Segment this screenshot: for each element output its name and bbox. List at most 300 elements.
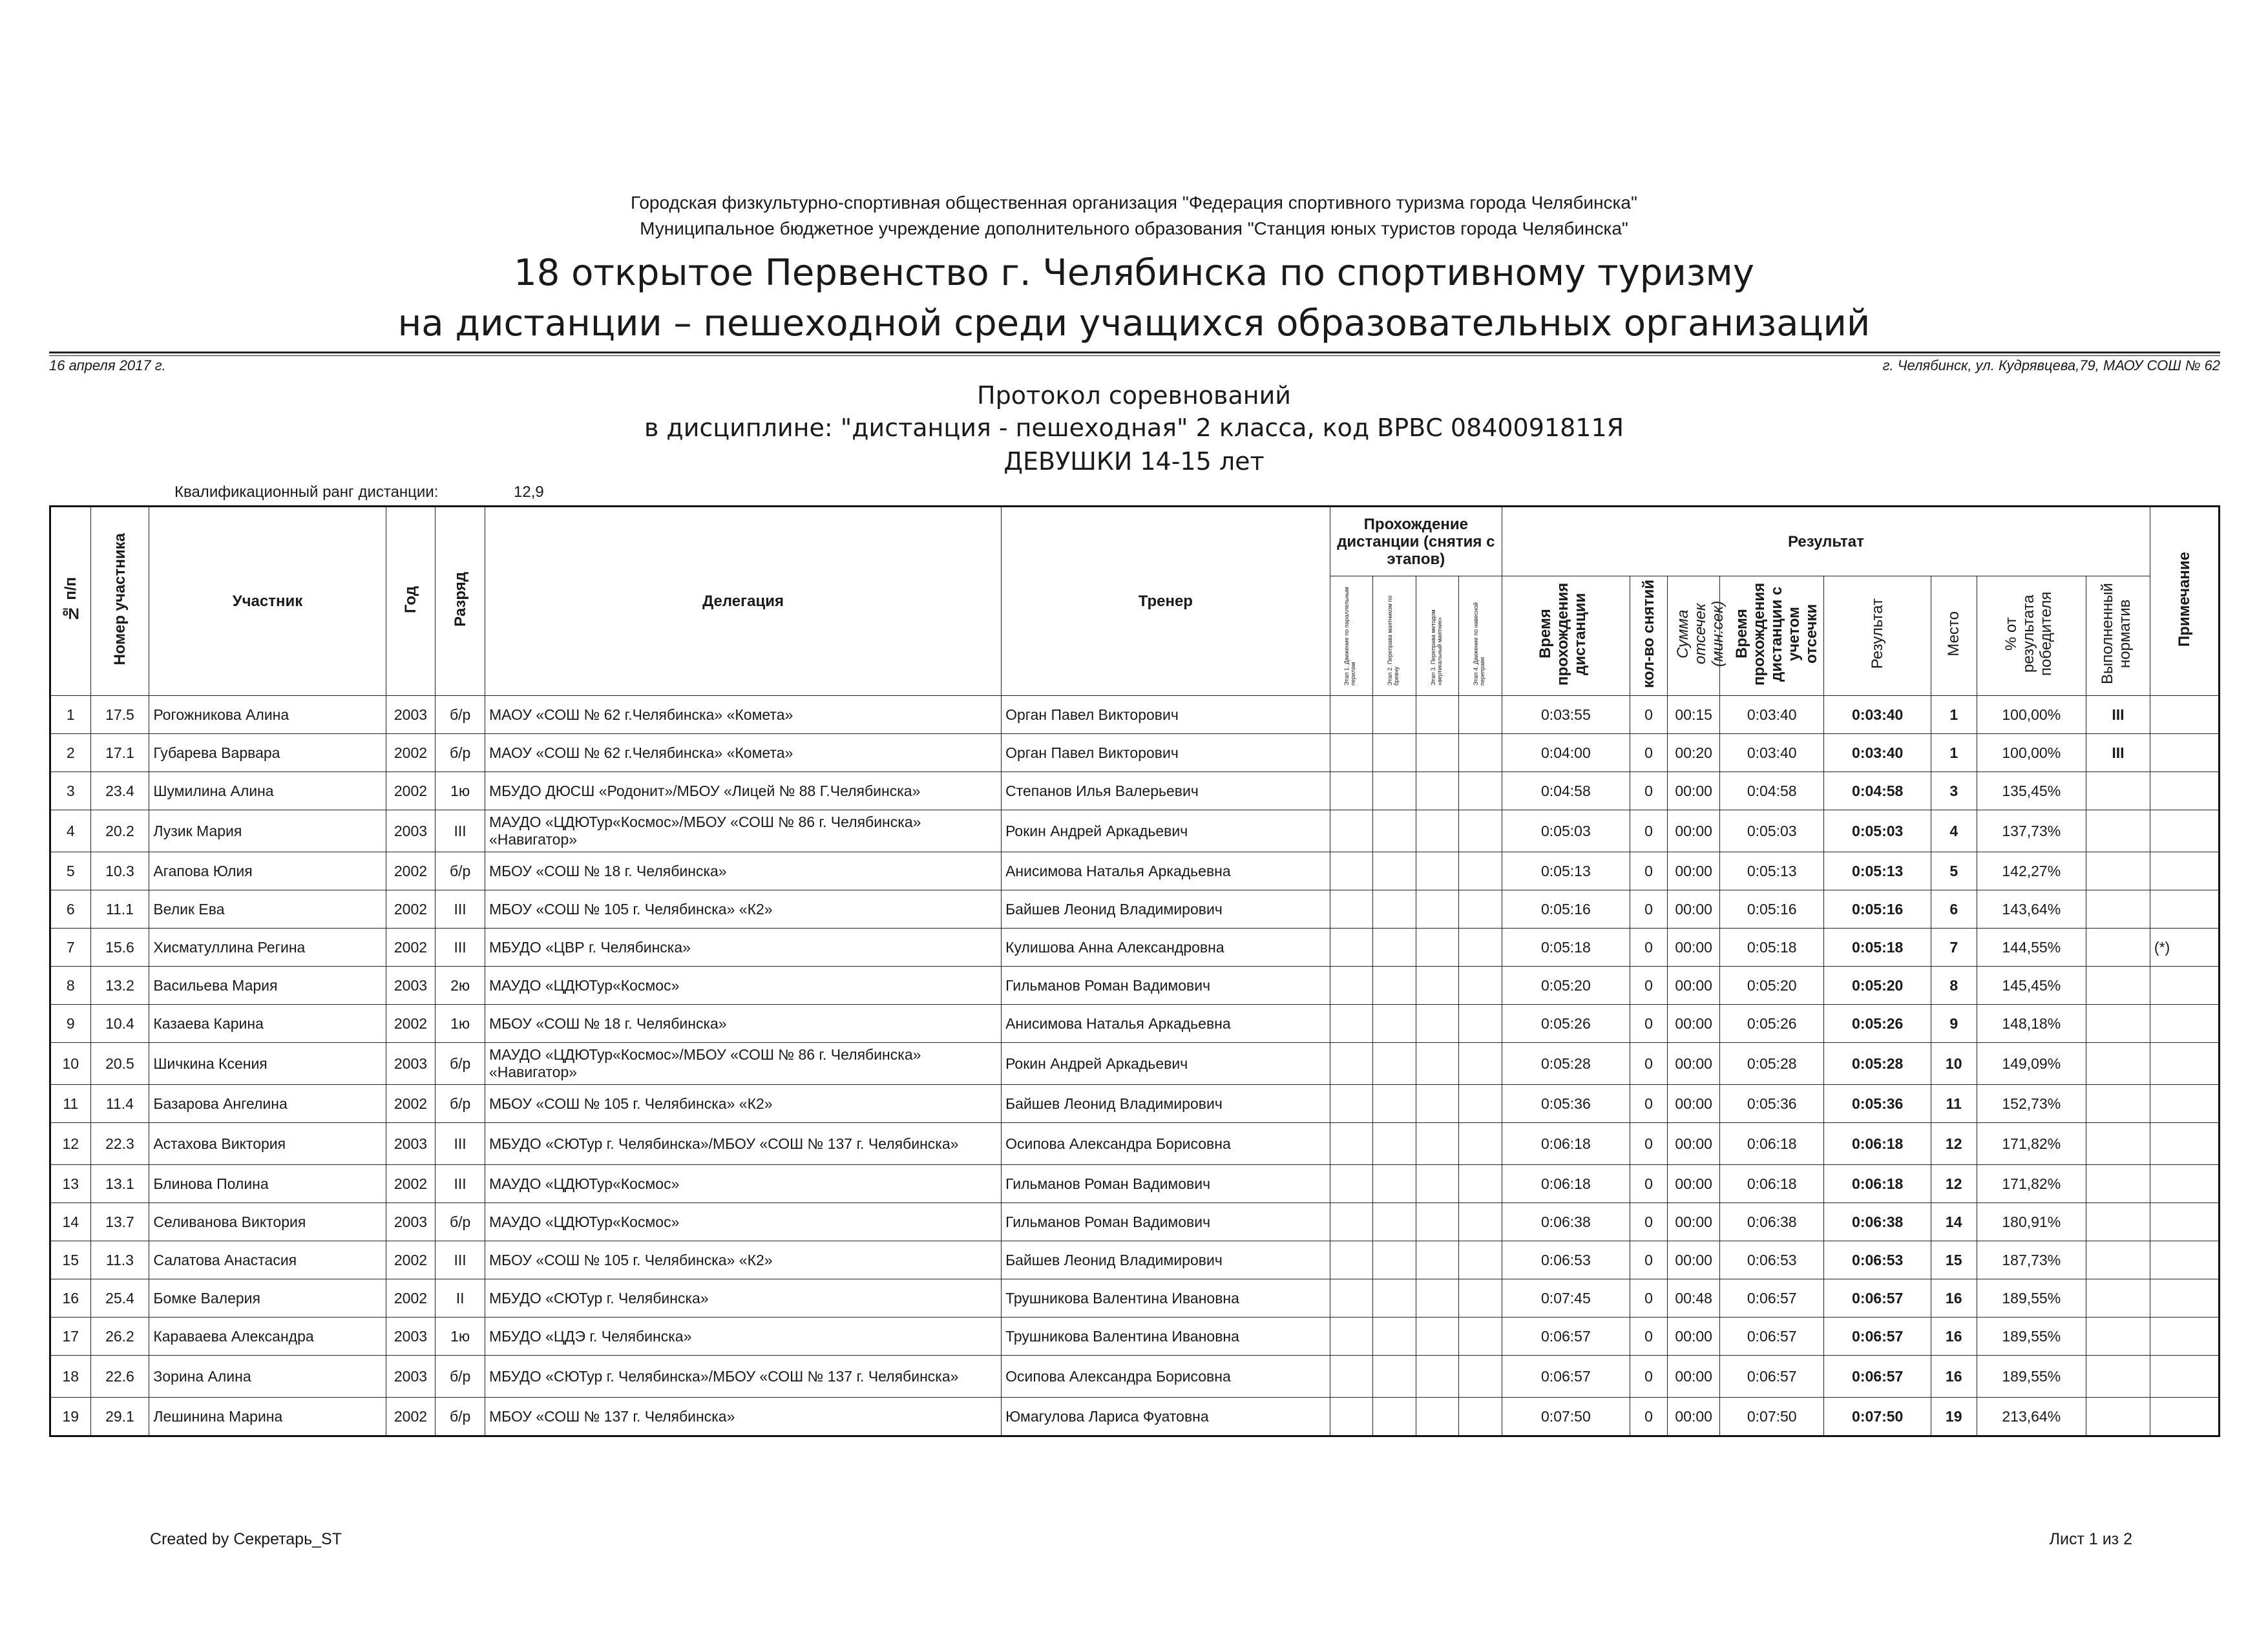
- cell-penalty-sum: 00:00: [1668, 1165, 1720, 1203]
- cell-stage-3: [1416, 734, 1459, 772]
- cell-percent: 189,55%: [1977, 1356, 2086, 1398]
- cell-penalty-sum: 00:15: [1668, 696, 1720, 734]
- cell-norm: [2086, 967, 2150, 1005]
- cell-coach: Гильманов Роман Вадимович: [1002, 1165, 1330, 1203]
- cell-coach: Байшев Леонид Владимирович: [1002, 1241, 1330, 1279]
- cell-participant: Бомке Валерия: [149, 1279, 386, 1318]
- cell-bib: 22.6: [90, 1356, 149, 1398]
- cell-participant: Караваева Александра: [149, 1318, 386, 1356]
- cell-note: [2150, 1085, 2219, 1123]
- cell-place: 6: [1931, 890, 1977, 929]
- cell-note: [2150, 1005, 2219, 1043]
- cell-num: 15: [50, 1241, 91, 1279]
- age-group: ДЕВУШКИ 14-15 лет: [1003, 447, 1265, 476]
- cell-delegation: МБУДО «ЦВР г. Челябинска»: [485, 929, 1001, 967]
- cell-bib: 23.4: [90, 772, 149, 810]
- cell-stage-1: [1330, 1085, 1373, 1123]
- cell-participant: Агапова Юлия: [149, 852, 386, 890]
- cell-note: [2150, 1123, 2219, 1165]
- cell-penalty-sum: 00:48: [1668, 1279, 1720, 1318]
- cell-year: 2003: [386, 1318, 436, 1356]
- cell-norm: III: [2086, 734, 2150, 772]
- cell-bib: 13.1: [90, 1165, 149, 1203]
- cell-note: [2150, 1165, 2219, 1203]
- cell-result: 0:06:57: [1824, 1279, 1931, 1318]
- cell-removals: 0: [1630, 852, 1668, 890]
- cell-participant: Зорина Алина: [149, 1356, 386, 1398]
- cell-stage-3: [1416, 929, 1459, 967]
- cell-note: [2150, 967, 2219, 1005]
- col-header-percent: % от результата победителя: [1977, 576, 2086, 696]
- table-row: [50, 734, 2220, 772]
- col-header-penalty-sum: Сумма отсечек (мин:сек): [1668, 576, 1720, 696]
- table-row: [50, 929, 2220, 967]
- qualification-rank-value: 12,9: [514, 483, 544, 501]
- cell-num: 9: [50, 1005, 91, 1043]
- cell-penalty-sum: 00:00: [1668, 890, 1720, 929]
- cell-percent: 187,73%: [1977, 1241, 2086, 1279]
- cell-note: [2150, 1398, 2219, 1436]
- cell-percent: 149,09%: [1977, 1043, 2086, 1085]
- cell-delegation: МБУДО ДЮСШ «Родонит»/МБОУ «Лицей № 88 Г.Челябинска»: [485, 772, 1001, 810]
- cell-stage-2: [1373, 1279, 1416, 1318]
- cell-removals: 0: [1630, 1356, 1668, 1398]
- cell-time: 0:06:18: [1502, 1165, 1630, 1203]
- cell-removals: 0: [1630, 1043, 1668, 1085]
- cell-norm: [2086, 1398, 2150, 1436]
- table-row: [50, 890, 2220, 929]
- cell-removals: 0: [1630, 1005, 1668, 1043]
- cell-bib: 11.3: [90, 1241, 149, 1279]
- cell-time: 0:03:55: [1502, 696, 1630, 734]
- cell-stage-2: [1373, 1398, 1416, 1436]
- cell-penalty-sum: 00:00: [1668, 1203, 1720, 1241]
- cell-stage-1: [1330, 1005, 1373, 1043]
- cell-place: 16: [1931, 1279, 1977, 1318]
- cell-time: 0:04:58: [1502, 772, 1630, 810]
- col-header-place: Место: [1931, 576, 1977, 696]
- cell-time-adjusted: 0:07:50: [1720, 1398, 1824, 1436]
- cell-penalty-sum: 00:00: [1668, 1123, 1720, 1165]
- cell-removals: 0: [1630, 1241, 1668, 1279]
- cell-stage-4: [1459, 696, 1502, 734]
- cell-time-adjusted: 0:05:20: [1720, 967, 1824, 1005]
- cell-rank: б/р: [436, 696, 485, 734]
- cell-norm: [2086, 810, 2150, 852]
- cell-stage-4: [1459, 929, 1502, 967]
- cell-result: 0:03:40: [1824, 696, 1931, 734]
- cell-time: 0:06:38: [1502, 1203, 1630, 1241]
- cell-num: 2: [50, 734, 91, 772]
- cell-stage-2: [1373, 1165, 1416, 1203]
- cell-coach: Орган Павел Викторович: [1002, 734, 1330, 772]
- cell-stage-2: [1373, 696, 1416, 734]
- cell-result: 0:05:20: [1824, 967, 1931, 1005]
- cell-stage-2: [1373, 1043, 1416, 1085]
- cell-time-adjusted: 0:05:16: [1720, 890, 1824, 929]
- table-row: [50, 1085, 2220, 1123]
- cell-percent: 189,55%: [1977, 1279, 2086, 1318]
- cell-time-adjusted: 0:06:18: [1720, 1123, 1824, 1165]
- cell-delegation: МАУДО «ЦДЮТур«Космос»/МБОУ «СОШ № 86 г. Челябинска» «Навигатор»: [485, 1043, 1001, 1085]
- cell-bib: 20.2: [90, 810, 149, 852]
- cell-time-adjusted: 0:06:18: [1720, 1165, 1824, 1203]
- table-row: [50, 1398, 2220, 1436]
- cell-penalty-sum: 00:00: [1668, 1085, 1720, 1123]
- cell-place: 10: [1931, 1043, 1977, 1085]
- cell-bib: 10.4: [90, 1005, 149, 1043]
- cell-stage-1: [1330, 1279, 1373, 1318]
- cell-place: 4: [1931, 810, 1977, 852]
- cell-year: 2003: [386, 1356, 436, 1398]
- cell-rank: б/р: [436, 1043, 485, 1085]
- created-by: Created by Секретарь_ST: [150, 1530, 342, 1548]
- cell-stage-4: [1459, 1085, 1502, 1123]
- table-row: [50, 852, 2220, 890]
- cell-stage-2: [1373, 1318, 1416, 1356]
- cell-time: 0:05:16: [1502, 890, 1630, 929]
- cell-place: 16: [1931, 1356, 1977, 1398]
- cell-num: 7: [50, 929, 91, 967]
- cell-stage-2: [1373, 890, 1416, 929]
- page-number: Лист 1 из 2: [2049, 1530, 2132, 1548]
- cell-stage-2: [1373, 1241, 1416, 1279]
- cell-note: [2150, 734, 2219, 772]
- cell-norm: [2086, 772, 2150, 810]
- cell-norm: [2086, 1241, 2150, 1279]
- cell-participant: Астахова Виктория: [149, 1123, 386, 1165]
- cell-delegation: МАУДО «ЦДЮТур«Космос»: [485, 1165, 1001, 1203]
- cell-norm: [2086, 852, 2150, 890]
- cell-coach: Юмагулова Лариса Фуатовна: [1002, 1398, 1330, 1436]
- table-row: [50, 967, 2220, 1005]
- col-header-stage-3: Этап 3. Переправа методом «вертикальный маятник»: [1416, 576, 1459, 696]
- col-header-rank: Разряд: [436, 507, 485, 696]
- cell-delegation: МБУДО «СЮТур г. Челябинска»/МБОУ «СОШ № 137 г. Челябинска»: [485, 1356, 1001, 1398]
- cell-percent: 189,55%: [1977, 1318, 2086, 1356]
- cell-num: 12: [50, 1123, 91, 1165]
- qualification-rank-label: Квалификационный ранг дистанции:: [174, 483, 439, 501]
- cell-penalty-sum: 00:00: [1668, 1398, 1720, 1436]
- cell-delegation: МБУДО «СЮТур г. Челябинска»: [485, 1279, 1001, 1318]
- cell-stage-4: [1459, 1005, 1502, 1043]
- protocol-title: Протокол соревнований: [977, 381, 1291, 410]
- cell-note: [2150, 890, 2219, 929]
- cell-place: 7: [1931, 929, 1977, 967]
- cell-removals: 0: [1630, 810, 1668, 852]
- cell-year: 2002: [386, 929, 436, 967]
- cell-penalty-sum: 00:20: [1668, 734, 1720, 772]
- cell-norm: [2086, 1203, 2150, 1241]
- cell-percent: 135,45%: [1977, 772, 2086, 810]
- cell-percent: 171,82%: [1977, 1165, 2086, 1203]
- cell-year: 2003: [386, 1203, 436, 1241]
- cell-stage-4: [1459, 734, 1502, 772]
- cell-time: 0:04:00: [1502, 734, 1630, 772]
- cell-time-adjusted: 0:06:57: [1720, 1356, 1824, 1398]
- cell-place: 15: [1931, 1241, 1977, 1279]
- cell-removals: 0: [1630, 734, 1668, 772]
- cell-stage-3: [1416, 1165, 1459, 1203]
- cell-year: 2003: [386, 1043, 436, 1085]
- cell-percent: 152,73%: [1977, 1085, 2086, 1123]
- cell-stage-1: [1330, 967, 1373, 1005]
- cell-coach: Анисимова Наталья Аркадьевна: [1002, 852, 1330, 890]
- cell-place: 1: [1931, 696, 1977, 734]
- header-rule-thick: [49, 352, 2220, 353]
- cell-bib: 29.1: [90, 1398, 149, 1436]
- cell-time-adjusted: 0:06:57: [1720, 1318, 1824, 1356]
- cell-rank: III: [436, 810, 485, 852]
- cell-time: 0:06:57: [1502, 1356, 1630, 1398]
- cell-stage-4: [1459, 852, 1502, 890]
- cell-bib: 25.4: [90, 1279, 149, 1318]
- cell-bib: 22.3: [90, 1123, 149, 1165]
- cell-num: 5: [50, 852, 91, 890]
- cell-participant: Базарова Ангелина: [149, 1085, 386, 1123]
- cell-stage-3: [1416, 1318, 1459, 1356]
- cell-rank: 2ю: [436, 967, 485, 1005]
- cell-place: 3: [1931, 772, 1977, 810]
- cell-stage-3: [1416, 696, 1459, 734]
- cell-note: [2150, 810, 2219, 852]
- cell-bib: 11.1: [90, 890, 149, 929]
- cell-participant: Блинова Полина: [149, 1165, 386, 1203]
- cell-penalty-sum: 00:00: [1668, 772, 1720, 810]
- cell-stage-4: [1459, 1043, 1502, 1085]
- table-row: [50, 1005, 2220, 1043]
- col-header-result-group: Результат: [1502, 507, 2150, 576]
- cell-norm: [2086, 1085, 2150, 1123]
- cell-year: 2003: [386, 810, 436, 852]
- table-row: [50, 1123, 2220, 1165]
- cell-result: 0:03:40: [1824, 734, 1931, 772]
- competition-title-line-1: 18 открытое Первенство г. Челябинска по спортивному туризму: [514, 252, 1754, 294]
- cell-coach: Трушникова Валентина Ивановна: [1002, 1318, 1330, 1356]
- organization-line-1: Городская физкультурно-спортивная общественная организация "Федерация спортивного туризма города Челябинска": [631, 193, 1637, 213]
- cell-delegation: МБОУ «СОШ № 137 г. Челябинска»: [485, 1398, 1001, 1436]
- cell-bib: 10.3: [90, 852, 149, 890]
- cell-delegation: МАОУ «СОШ № 62 г.Челябинска» «Комета»: [485, 734, 1001, 772]
- event-date: 16 апреля 2017 г.: [49, 357, 166, 373]
- cell-time: 0:05:26: [1502, 1005, 1630, 1043]
- cell-note: [2150, 772, 2219, 810]
- col-header-coach: Тренер: [1002, 507, 1330, 696]
- cell-time: 0:06:57: [1502, 1318, 1630, 1356]
- cell-delegation: МБУДО «СЮТур г. Челябинска»/МБОУ «СОШ № 137 г. Челябинска»: [485, 1123, 1001, 1165]
- table-row: [50, 1279, 2220, 1318]
- cell-rank: б/р: [436, 1356, 485, 1398]
- cell-time-adjusted: 0:05:18: [1720, 929, 1824, 967]
- cell-stage-1: [1330, 852, 1373, 890]
- cell-stage-2: [1373, 1203, 1416, 1241]
- col-header-time: Время прохождения дистанции: [1502, 576, 1630, 696]
- cell-bib: 20.5: [90, 1043, 149, 1085]
- cell-result: 0:06:38: [1824, 1203, 1931, 1241]
- col-header-passage-group: Прохождение дистанции (снятия с этапов): [1330, 507, 1502, 576]
- cell-rank: 1ю: [436, 1318, 485, 1356]
- cell-time-adjusted: 0:05:26: [1720, 1005, 1824, 1043]
- cell-stage-4: [1459, 772, 1502, 810]
- cell-note: [2150, 1318, 2219, 1356]
- col-header-removals: кол-во снятий: [1630, 576, 1668, 696]
- cell-stage-4: [1459, 1356, 1502, 1398]
- cell-stage-1: [1330, 1318, 1373, 1356]
- cell-stage-1: [1330, 734, 1373, 772]
- cell-removals: 0: [1630, 1279, 1668, 1318]
- cell-year: 2002: [386, 890, 436, 929]
- cell-time: 0:06:18: [1502, 1123, 1630, 1165]
- cell-place: 16: [1931, 1318, 1977, 1356]
- cell-result: 0:05:18: [1824, 929, 1931, 967]
- cell-stage-3: [1416, 967, 1459, 1005]
- cell-note: [2150, 1279, 2219, 1318]
- cell-stage-4: [1459, 890, 1502, 929]
- cell-year: 2003: [386, 967, 436, 1005]
- cell-note: [2150, 1043, 2219, 1085]
- col-header-time-adjusted: Время прохождения дистанции с учетом отсечки: [1720, 576, 1824, 696]
- organization-line-2: Муниципальное бюджетное учреждение дополнительного образования "Станция юных туристов города Челябинска": [640, 218, 1628, 238]
- cell-time-adjusted: 0:06:57: [1720, 1279, 1824, 1318]
- cell-rank: III: [436, 1165, 485, 1203]
- cell-rank: III: [436, 929, 485, 967]
- cell-participant: Васильева Мария: [149, 967, 386, 1005]
- cell-percent: 148,18%: [1977, 1005, 2086, 1043]
- cell-stage-3: [1416, 810, 1459, 852]
- cell-place: 12: [1931, 1165, 1977, 1203]
- cell-bib: 26.2: [90, 1318, 149, 1356]
- cell-penalty-sum: 00:00: [1668, 1318, 1720, 1356]
- cell-bib: 17.1: [90, 734, 149, 772]
- cell-penalty-sum: 00:00: [1668, 1043, 1720, 1085]
- cell-delegation: МБОУ «СОШ № 18 г. Челябинска»: [485, 1005, 1001, 1043]
- cell-participant: Губарева Варвара: [149, 734, 386, 772]
- cell-year: 2002: [386, 1398, 436, 1436]
- cell-rank: 1ю: [436, 772, 485, 810]
- cell-delegation: МБОУ «СОШ № 105 г. Челябинска» «К2»: [485, 1241, 1001, 1279]
- cell-percent: 142,27%: [1977, 852, 2086, 890]
- cell-coach: Рокин Андрей Аркадьевич: [1002, 810, 1330, 852]
- cell-coach: Орган Павел Викторович: [1002, 696, 1330, 734]
- cell-participant: Шумилина Алина: [149, 772, 386, 810]
- cell-rank: б/р: [436, 1398, 485, 1436]
- cell-year: 2002: [386, 1165, 436, 1203]
- cell-stage-1: [1330, 890, 1373, 929]
- cell-stage-3: [1416, 852, 1459, 890]
- cell-result: 0:05:16: [1824, 890, 1931, 929]
- cell-stage-3: [1416, 1085, 1459, 1123]
- cell-num: 3: [50, 772, 91, 810]
- cell-delegation: МБОУ «СОШ № 105 г. Челябинска» «К2»: [485, 1085, 1001, 1123]
- cell-penalty-sum: 00:00: [1668, 1356, 1720, 1398]
- col-header-bib: Номер участника: [90, 507, 149, 696]
- cell-num: 8: [50, 967, 91, 1005]
- cell-time: 0:05:18: [1502, 929, 1630, 967]
- cell-norm: [2086, 1165, 2150, 1203]
- cell-note: [2150, 852, 2219, 890]
- table-row: [50, 810, 2220, 852]
- cell-result: 0:05:28: [1824, 1043, 1931, 1085]
- cell-stage-2: [1373, 967, 1416, 1005]
- cell-result: 0:06:57: [1824, 1318, 1931, 1356]
- cell-stage-3: [1416, 1279, 1459, 1318]
- cell-stage-4: [1459, 1398, 1502, 1436]
- cell-stage-4: [1459, 810, 1502, 852]
- cell-note: [2150, 1203, 2219, 1241]
- cell-stage-2: [1373, 1356, 1416, 1398]
- cell-place: 8: [1931, 967, 1977, 1005]
- cell-norm: [2086, 1123, 2150, 1165]
- cell-num: 4: [50, 810, 91, 852]
- cell-rank: III: [436, 890, 485, 929]
- cell-penalty-sum: 00:00: [1668, 852, 1720, 890]
- header-rule-thin: [49, 355, 2220, 356]
- cell-time: 0:05:28: [1502, 1043, 1630, 1085]
- cell-coach: Трушникова Валентина Ивановна: [1002, 1279, 1330, 1318]
- cell-participant: Лешинина Марина: [149, 1398, 386, 1436]
- cell-norm: [2086, 890, 2150, 929]
- col-header-year: Год: [386, 507, 436, 696]
- cell-rank: б/р: [436, 852, 485, 890]
- cell-bib: 11.4: [90, 1085, 149, 1123]
- cell-stage-3: [1416, 890, 1459, 929]
- table-row: [50, 696, 2220, 734]
- cell-num: 18: [50, 1356, 91, 1398]
- cell-delegation: МАОУ «СОШ № 62 г.Челябинска» «Комета»: [485, 696, 1001, 734]
- cell-coach: Байшев Леонид Владимирович: [1002, 1085, 1330, 1123]
- table-row: [50, 772, 2220, 810]
- cell-stage-3: [1416, 1203, 1459, 1241]
- cell-percent: 137,73%: [1977, 810, 2086, 852]
- cell-bib: 13.2: [90, 967, 149, 1005]
- cell-stage-1: [1330, 772, 1373, 810]
- cell-year: 2003: [386, 696, 436, 734]
- cell-result: 0:06:57: [1824, 1356, 1931, 1398]
- cell-stage-2: [1373, 810, 1416, 852]
- table-row: [50, 1165, 2220, 1203]
- cell-num: 11: [50, 1085, 91, 1123]
- event-place: г. Челябинск, ул. Кудрявцева,79, МАОУ СОШ № 62: [1882, 357, 2220, 373]
- cell-place: 12: [1931, 1123, 1977, 1165]
- cell-coach: Степанов Илья Валерьевич: [1002, 772, 1330, 810]
- cell-stage-4: [1459, 1241, 1502, 1279]
- cell-stage-2: [1373, 734, 1416, 772]
- cell-result: 0:04:58: [1824, 772, 1931, 810]
- cell-note: [2150, 696, 2219, 734]
- cell-note: (*): [2150, 929, 2219, 967]
- results-table: [49, 505, 2220, 1437]
- cell-result: 0:06:18: [1824, 1123, 1931, 1165]
- cell-num: 10: [50, 1043, 91, 1085]
- cell-stage-4: [1459, 1123, 1502, 1165]
- cell-time: 0:05:03: [1502, 810, 1630, 852]
- cell-norm: [2086, 929, 2150, 967]
- table-row: [50, 1241, 2220, 1279]
- cell-stage-3: [1416, 1241, 1459, 1279]
- cell-stage-2: [1373, 1123, 1416, 1165]
- cell-place: 14: [1931, 1203, 1977, 1241]
- cell-time: 0:05:20: [1502, 967, 1630, 1005]
- cell-coach: Осипова Александра Борисовна: [1002, 1356, 1330, 1398]
- cell-place: 11: [1931, 1085, 1977, 1123]
- cell-stage-2: [1373, 1085, 1416, 1123]
- col-header-norm: Выполненный норматив: [2086, 576, 2150, 696]
- cell-stage-2: [1373, 1005, 1416, 1043]
- cell-stage-3: [1416, 1123, 1459, 1165]
- cell-stage-1: [1330, 1165, 1373, 1203]
- cell-time-adjusted: 0:05:13: [1720, 852, 1824, 890]
- col-header-result: Результат: [1824, 576, 1931, 696]
